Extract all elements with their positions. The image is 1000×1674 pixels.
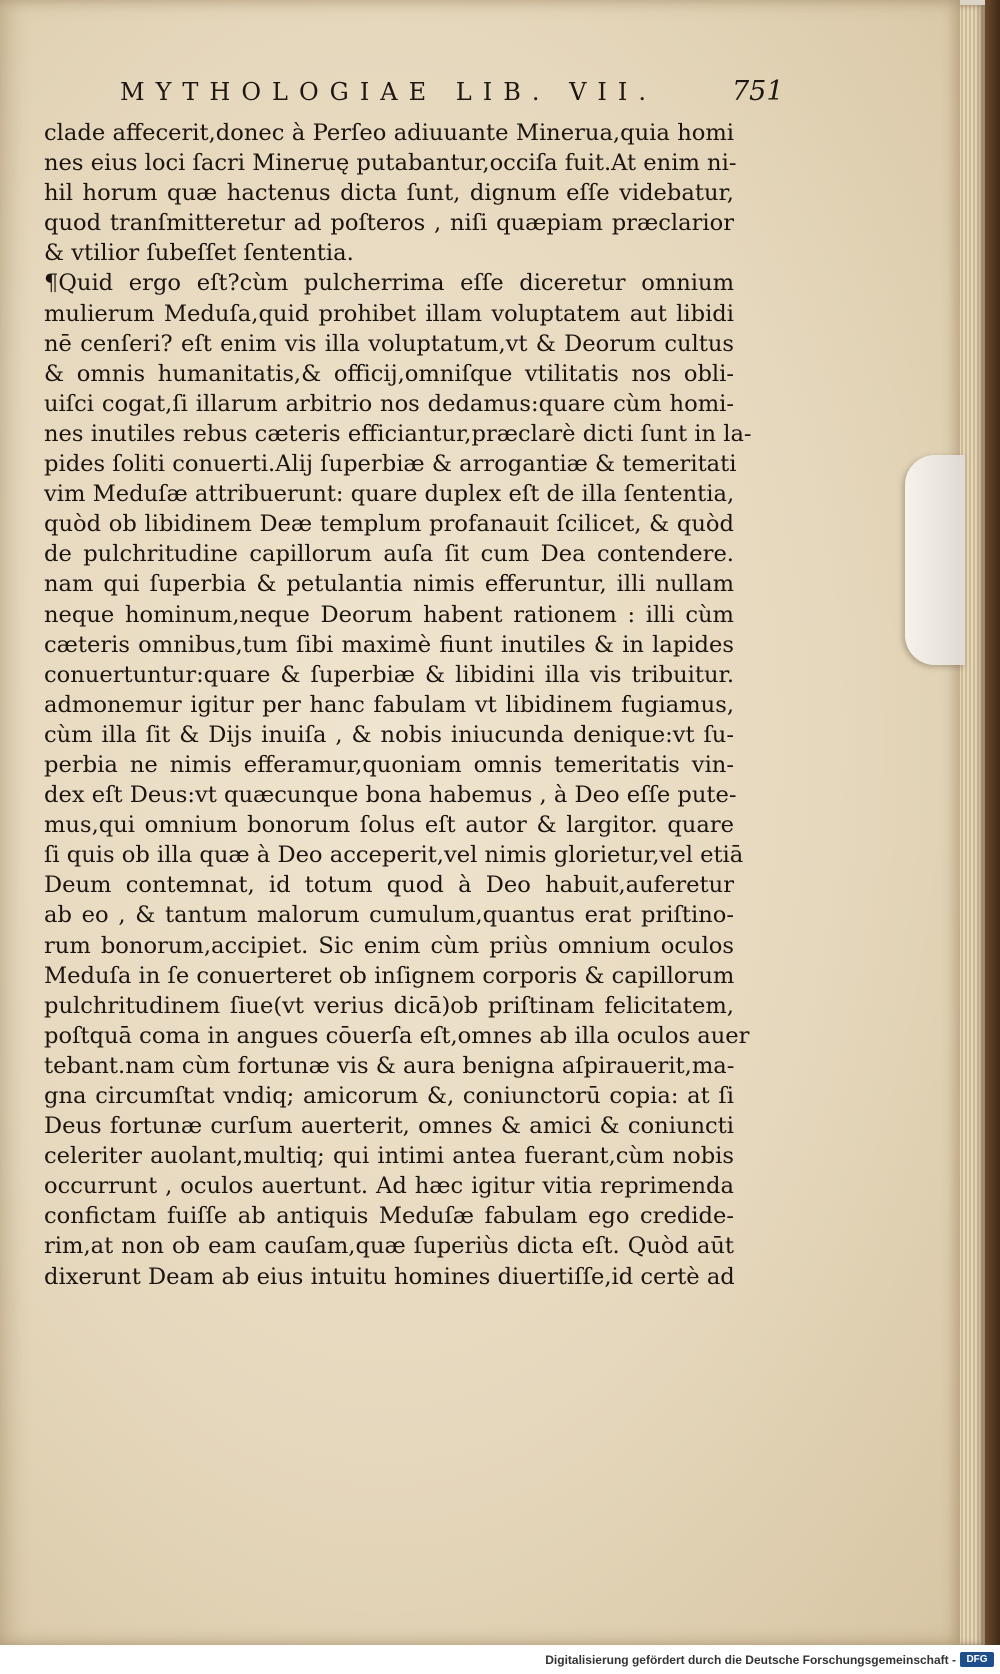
footer-bar (0, 1645, 1000, 1674)
text-line: Deus fortunæ curſum auerterit, omnes & amici & coniuncti (44, 1113, 734, 1140)
text-line: nes eius loci ſacri Mineruę putabantur,occiſa fuit.At enim ni- (44, 150, 737, 177)
text-line: neque hominum,neque Deorum habent rationem : illi cùm (44, 601, 734, 628)
text-line: gna circumſtat vndiq; amicorum &, coniunctorū copia: at ſi (44, 1083, 734, 1109)
text-line: occurrunt , oculos auertunt. Ad hæc igitur vitia reprimenda (44, 1173, 734, 1200)
text-line: dixerunt Deam ab eius intuitu homines diuertiſſe,id certè ad (44, 1263, 735, 1290)
text-line: ab eo , & tantum malorum cumulum,quantus erat priſtino- (44, 902, 734, 929)
text-line: admonemur igitur per hanc fabulam vt libidinem fugiamus, (44, 691, 734, 718)
digitization-credit: Digitalisierung gefördert durch die Deutsche Forschungsgemeinschaft - (545, 1653, 956, 1667)
text-line: ſi quis ob illa quæ à Deo acceperit,vel nimis glorietur,vel etiā (44, 842, 744, 869)
text-line: ¶Quid ergo eſt?cùm pulcherrima eſſe diceretur omnium (44, 270, 734, 297)
text-line: vim Meduſæ attribuerunt: quare duplex eſt de illa ſententia, (44, 481, 735, 508)
text-line: rim,at non ob eam cauſam,quæ ſuperiùs dicta eſt. Quòd aūt (44, 1233, 734, 1260)
text-line: dex eſt Deus:vt quæcunque bona habemus , à Deo eſſe pute- (44, 782, 737, 809)
text-line: Deum contemnat, id totum quod à Deo habuit,auferetur (44, 872, 734, 899)
text-line: clade affecerit,donec à Perſeo adiuuante Minerua,quia homi (44, 120, 734, 146)
page-number: 751 (732, 76, 784, 107)
text-line: nē cenſeri? eſt enim vis illa voluptatum,vt & Deorum cultus (44, 330, 734, 357)
book-binding-edge (985, 0, 1000, 1674)
text-line: Meduſa in ſe conuerteret ob inſignem corporis & capillorum (44, 962, 735, 989)
text-line: pides ſoliti conuerti.Alij ſuperbiæ & arrogantiæ & temeritati (44, 451, 737, 478)
body-text (44, 118, 752, 1292)
text-line: & omnis humanitatis,& officij,omniſque vtilitatis nos obli- (44, 360, 734, 387)
page-clip (905, 455, 965, 665)
text-line: de pulchritudine capillorum auſa ſit cum Dea contendere. (44, 541, 734, 568)
text-line: celeriter auolant,multiq; qui intimi antea fuerant,cùm nobis (44, 1143, 734, 1170)
text-line: perbia ne nimis efferamur,quoniam omnis temeritatis vin- (44, 751, 734, 778)
text-line: nes inutiles rebus cæteris efficiantur,præclarè dicti ſunt in la- (44, 420, 752, 447)
text-line: conuertuntur:quare & ſuperbiæ & libidini illa vis tribuitur. (44, 661, 734, 688)
text-line: rum bonorum,accipiet. Sic enim cùm priùs omnium oculos (44, 932, 734, 959)
text-line: nam qui ſuperbia & petulantia nimis efferuntur, illi nullam (44, 571, 734, 598)
text-line: pulchritudinem ſiue(vt verius dicā)ob priſtinam felicitatem, (44, 992, 734, 1019)
text-line: mulierum Meduſa,quid prohibet illam voluptatem aut libidi (44, 300, 734, 327)
text-line: cùm illa ſit & Dijs inuiſa , & nobis iniucunda denique:vt ſu- (44, 721, 734, 748)
text-line: hil horum quæ hactenus dicta ſunt, dignum eſſe videbatur, (44, 180, 734, 207)
running-title: MYTHOLOGIAE LIB. VII. (120, 78, 658, 106)
text-line: uiſci cogat,ſi illarum arbitrio nos dedamus:quare cùm homi- (44, 390, 734, 417)
text-line: quòd ob libidinem Deæ templum profanauit ſcilicet, & quòd (44, 511, 734, 538)
text-line: cæteris omnibus,tum ſibi maximè fiunt inutiles & in lapides (44, 631, 734, 658)
text-line: quod tranſmitteretur ad poſteros , niſi quæpiam præclarior (44, 210, 734, 237)
text-line: mus,qui omnium bonorum ſolus eſt autor & largitor. quare (44, 812, 734, 839)
dfg-logo: DFG (960, 1652, 994, 1667)
text-line: & vtilior ſubeſſet ſententia. (44, 240, 354, 267)
text-line: confictam fuiſſe ab antiquis Meduſæ fabulam ego credide- (44, 1203, 734, 1230)
text-line: tebant.nam cùm fortunæ vis & aura benigna aſpirauerit,ma- (44, 1052, 735, 1079)
text-line: poſtquā coma in angues cōuerſa eſt,omnes ab illa oculos auer (44, 1022, 750, 1049)
